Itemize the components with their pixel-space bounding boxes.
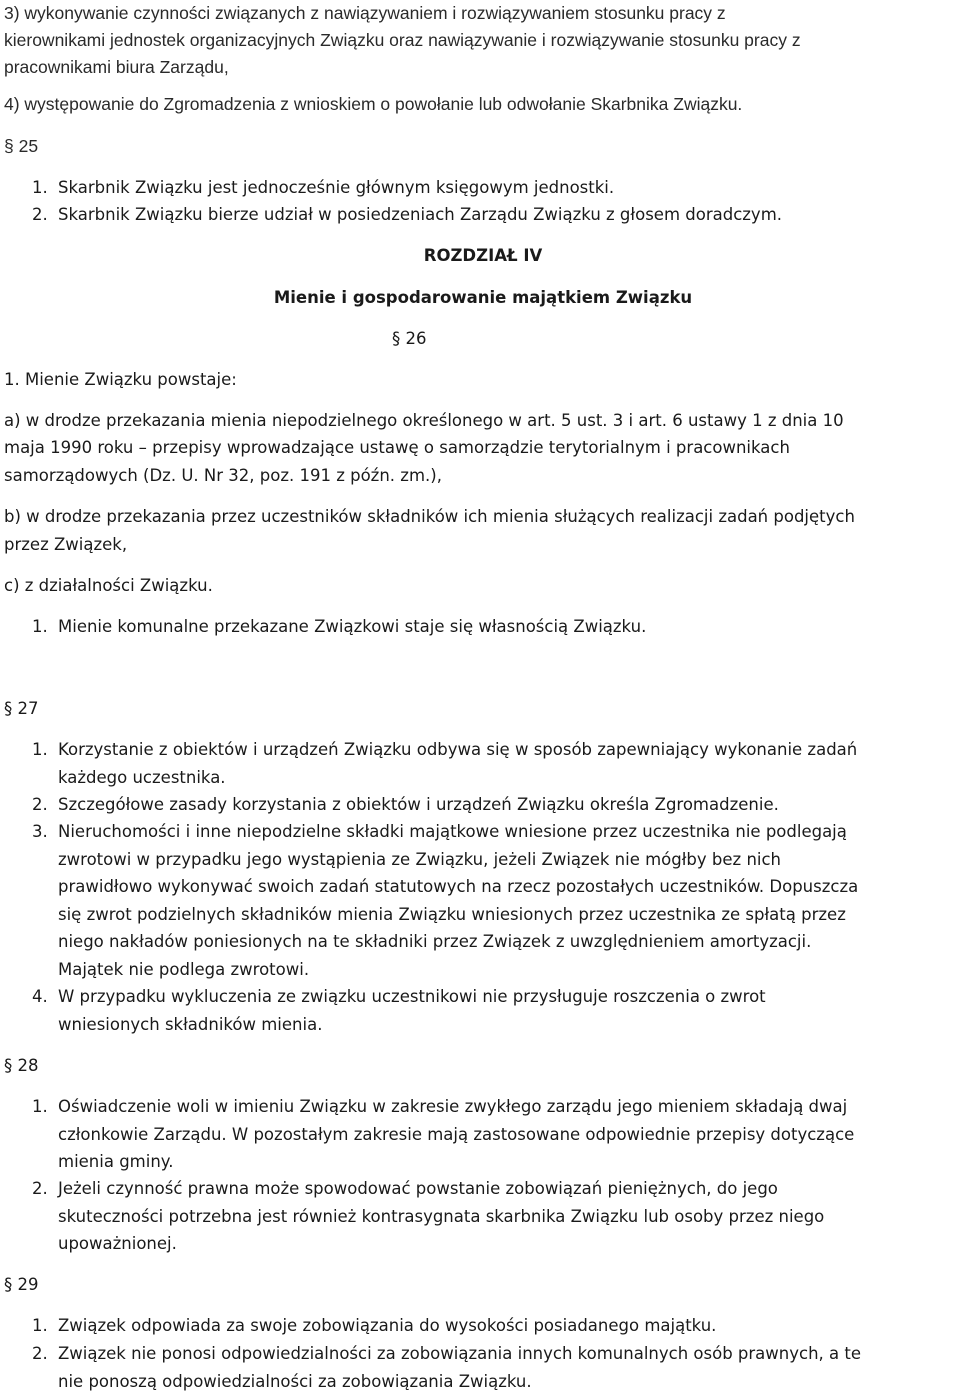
s28-item-2 (32, 1175, 952, 1253)
list-number: 4. (32, 987, 48, 1006)
s26-b-line-2: przez Związek, (4, 535, 128, 554)
section-29-heading: § 29 (4, 1275, 39, 1294)
list-number: 2. (32, 795, 48, 814)
section-27-heading: § 27 (4, 699, 39, 718)
list-number: 2. (32, 205, 48, 224)
section-26-heading: § 26 (392, 329, 427, 348)
intro-line-1: 3) wykonywanie czynności związanych z nawiązywaniem i rozwiązywaniem stosunku pracy z (4, 3, 726, 23)
s27-item-2 (32, 791, 952, 819)
s26-c-line: c) z działalności Związku. (4, 576, 213, 595)
list-number: 1. (32, 1316, 48, 1335)
list-text: Związek nie ponosi odpowiedzialności za zobowiązania innych komunalnych osób prawnych, a te nie ponoszą odpowiedzialności za zobowiązania Związku. (58, 1344, 861, 1391)
s26-a-line-1: a) w drodze przekazania mienia niepodzielnego określonego w art. 5 ust. 3 i art. 6 ustawy 1 z dnia 10 (4, 411, 844, 430)
s26-intro: 1. Mienie Związku powstaje: (4, 370, 237, 389)
s26-a-line-3: samorządowych (Dz. U. Nr 32, poz. 191 z późn. zm.), (4, 466, 442, 485)
list-number: 2. (32, 1179, 48, 1198)
s26-item-1 (32, 613, 952, 641)
s26-b-line-1: b) w drodze przekazania przez uczestników składników ich mienia służących realizacji zadań podjętych (4, 507, 855, 526)
section-28-heading: § 28 (4, 1056, 39, 1075)
list-number: 1. (32, 617, 48, 636)
intro-line-4: 4) występowanie do Zgromadzenia z wnioskiem o powołanie lub odwołanie Skarbnika Związku. (4, 94, 743, 114)
s28-item-1 (32, 1093, 952, 1171)
s27-item-4 (32, 983, 952, 1034)
list-text: Nieruchomości i inne niepodzielne składki majątkowe wniesione przez uczestnika nie podlegają zwrotowi w przypadku jego wystąpienia ze Związku, jeżeli Związek nie mógłby bez nich prawidłowo wykonywać swoich zadań statutowych na rzecz pozostałych uczestników. Dopuszcza się zwrot podzielnych składników mienia Związku wniesionych przez uczestnika ze spłatą przez niego nakładów poniesionych na te składniki przez Związek z uwzględnieniem amortyzacji. Majątek nie podlega zwrotowi. (58, 822, 859, 979)
s29-item-1 (32, 1312, 952, 1340)
s25-item-2 (32, 201, 952, 229)
list-text: Oświadczenie woli w imieniu Związku w zakresie zwykłego zarządu jego mieniem składają dwaj członkowie Zarządu. W pozostałym zakresie mają zastosowane odpowiednie przepisy dotyczące mienia gminy. (58, 1097, 855, 1171)
list-text: W przypadku wykluczenia ze związku uczestnikowi nie przysługuje roszczenia o zwrot wniesionych składników mienia. (58, 987, 766, 1034)
s27-item-3 (32, 818, 952, 979)
list-text: Skarbnik Związku bierze udział w posiedzeniach Zarządu Związku z głosem doradczym. (58, 205, 783, 224)
list-text: Mienie komunalne przekazane Związkowi staje się własnością Związku. (58, 617, 647, 636)
list-text: Jeżeli czynność prawna może spowodować powstanie zobowiązań pieniężnych, do jego skuteczności potrzebna jest również kontrasygnata skarbnika Związku lub osoby przez niego upoważnionej. (58, 1179, 825, 1253)
intro-line-3: pracownikami biura Zarządu, (4, 57, 229, 77)
chapter-title: ROZDZIAŁ IV (423, 246, 543, 265)
list-text: Szczegółowe zasady korzystania z obiektów i urządzeń Związku określa Zgromadzenie. (58, 795, 779, 814)
list-number: 3. (32, 822, 48, 841)
list-number: 2. (32, 1344, 48, 1363)
chapter-subtitle: Mienie i gospodarowanie majątkiem Związku (273, 288, 693, 307)
list-number: 1. (32, 740, 48, 759)
s29-item-2 (32, 1340, 952, 1391)
section-25-heading: § 25 (4, 136, 39, 156)
intro-line-2: kierownikami jednostek organizacyjnych Związku oraz nawiązywanie i rozwiązywanie stosunku pracy z (4, 30, 801, 50)
list-text: Związek odpowiada za swoje zobowiązania do wysokości posiadanego majątku. (58, 1316, 717, 1335)
s26-a-line-2: maja 1990 roku – przepisy wprowadzające ustawę o samorządzie terytorialnym i pracownikach (4, 438, 790, 457)
list-number: 1. (32, 1097, 48, 1116)
list-text: Skarbnik Związku jest jednocześnie głównym księgowym jednostki. (58, 178, 615, 197)
list-number: 1. (32, 178, 48, 197)
s27-item-1 (32, 736, 952, 787)
s25-item-1 (32, 174, 952, 202)
list-text: Korzystanie z obiektów i urządzeń Związku odbywa się w sposób zapewniający wykonanie zadań każdego uczestnika. (58, 740, 858, 787)
